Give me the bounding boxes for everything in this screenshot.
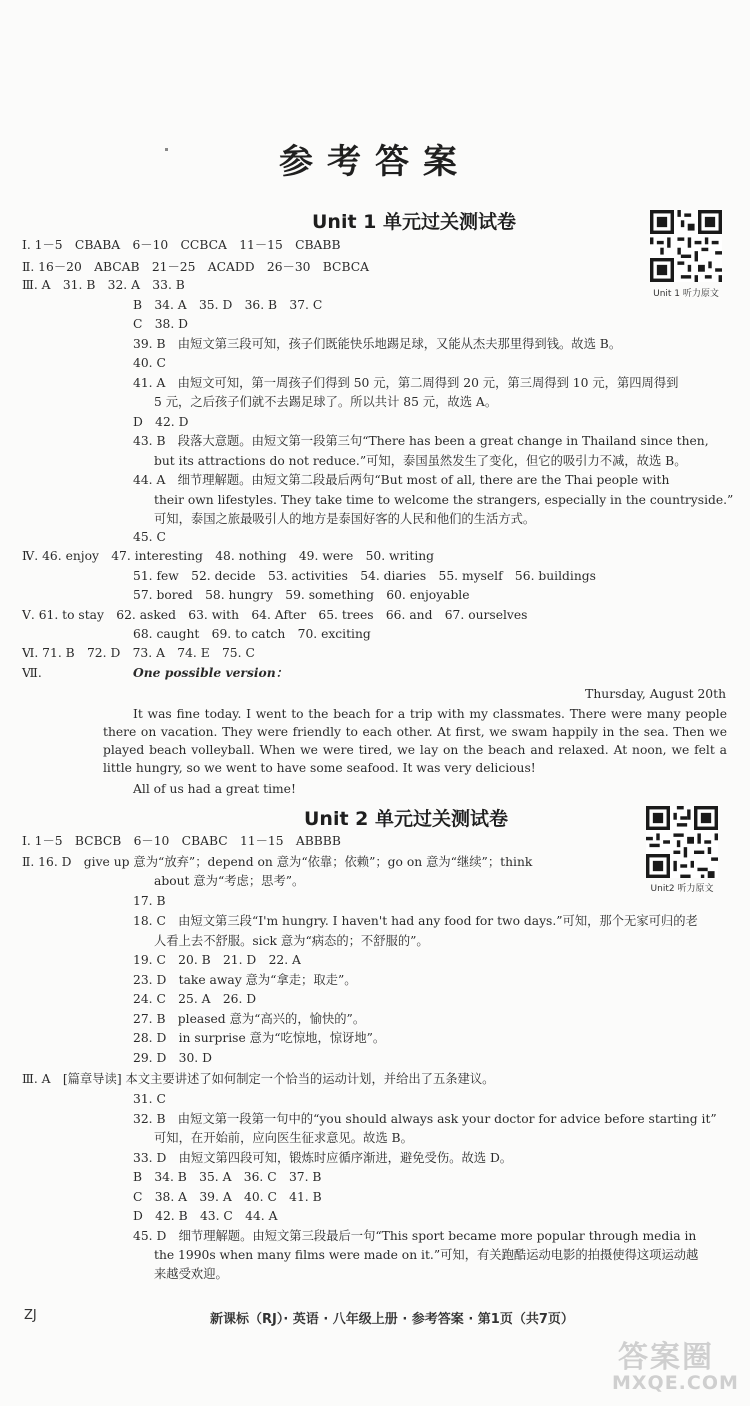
u1-line: 68. caught 69. to catch 70. exciting bbox=[133, 627, 371, 641]
u2-line: the 1990s when many films were made on it.”可知，有关跑酷运动电影的拍摄使得这项运动越 bbox=[154, 1248, 699, 1262]
u2-line: 18. C 由短文第三段“I'm hungry. I haven't had any food for two days.”可知，那个无家可归的老 bbox=[133, 914, 698, 928]
unit2-qr-icon bbox=[646, 806, 718, 878]
u2-line: B 34. B 35. A 36. C 37. B bbox=[133, 1170, 322, 1184]
u1-line: Ⅵ. 71. B 72. D 73. A 74. E 75. C bbox=[22, 646, 255, 660]
unit2-qr-caption: Unit2 听力原文 bbox=[650, 884, 714, 894]
section7-roman: Ⅶ. bbox=[22, 666, 42, 680]
u2-line: 45. D 细节理解题。由短文第三段最后一句“This sport became more popular through media in bbox=[133, 1229, 697, 1243]
u1-line: 45. C bbox=[133, 530, 166, 544]
u2-line: Ⅲ. A [篇章导读] 本文主要讲述了如何制定一个恰当的运动计划，并给出了五条建议。 bbox=[22, 1072, 495, 1086]
u2-line: Ⅱ. 16. D give up 意为“放弃”；depend on 意为“依靠；依赖”；go on 意为“继续”；think bbox=[22, 855, 533, 869]
u1-line: 可知，泰国之旅最吸引人的地方是泰国好客的人民和他们的生活方式。 bbox=[154, 512, 536, 526]
u2-line: Ⅰ. 1－5 BCBCB 6－10 CBABC 11－15 ABBBB bbox=[22, 834, 341, 848]
unit1-qr-code[interactable] bbox=[650, 210, 722, 282]
u2-line: 27. B pleased 意为“高兴的，愉快的”。 bbox=[133, 1012, 366, 1026]
u2-line: 可知，在开始前，应向医生征求意见。故选 B。 bbox=[154, 1131, 413, 1145]
u1-line: Ⅳ. 46. enjoy 47. interesting 48. nothing 49. were 50. writing bbox=[22, 549, 435, 563]
u2-line: 24. C 25. A 26. D bbox=[133, 992, 257, 1006]
unit1-qr-icon bbox=[650, 210, 722, 282]
u2-line: about 意为“考虑；思考”。 bbox=[154, 874, 305, 888]
essay-body: It was fine today. I went to the beach for a trip with my classmates. There were many people there on vacation. They were friendly to each other. At first, we swam happily in the sea. Then we played beach volleyball. When we were tired, we lay on the beach and relaxed. At noon, we felt a little hungry, so we went to have some seafood. It was very delicious! bbox=[103, 707, 727, 775]
u1-line: C 38. D bbox=[133, 317, 189, 331]
u1-line: 57. bored 58. hungry 59. something 60. enjoyable bbox=[133, 588, 470, 602]
u2-line: C 38. A 39. A 40. C 41. B bbox=[133, 1190, 322, 1204]
section7-label: One possible version： bbox=[133, 665, 288, 680]
u2-line: 33. D 由短文第四段可知，锻炼时应循序渐进，避免受伤。故选 D。 bbox=[133, 1151, 513, 1165]
u1-line: 41. A 由短文可知，第一周孩子们得到 50 元，第二周得到 20 元，第三周得到 10 元，第四周得到 bbox=[133, 376, 679, 390]
u1-line: 44. A 细节理解题。由短文第二段最后两句“But most of all, there are the Thai people with bbox=[133, 473, 670, 487]
speck-mark bbox=[165, 148, 168, 151]
u1-line: 5 元，之后孩子们就不去踢足球了。所以共计 85 元，故选 A。 bbox=[154, 395, 498, 409]
essay-end: All of us had a great time! bbox=[133, 782, 296, 796]
u2-line: 31. C bbox=[133, 1092, 166, 1106]
u2-line: 来越受欢迎。 bbox=[154, 1267, 228, 1281]
u1-line: B 34. A 35. D 36. B 37. C bbox=[133, 298, 323, 312]
watermark-url: MXQE.COM bbox=[612, 1372, 739, 1394]
watermark-logo: 答案圈 bbox=[618, 1340, 714, 1375]
u2-line: 19. C 20. B 21. D 22. A bbox=[133, 953, 301, 967]
unit1-heading: Unit 1 单元过关测试卷 bbox=[312, 211, 516, 233]
u1-line: Ⅱ. 16－20 ABCAB 21－25 ACADD 26－30 BCBCA bbox=[22, 260, 370, 274]
u2-line: D 42. B 43. C 44. A bbox=[133, 1209, 278, 1223]
u1-line: their own lifestyles. They take time to welcome the strangers, especially in the countryside.” bbox=[154, 493, 734, 507]
u2-line: 17. B bbox=[133, 894, 166, 908]
footer-left-code: ZJ bbox=[24, 1308, 37, 1323]
u1-line: but its attractions do not reduce.”可知，泰国虽然发生了变化，但它的吸引力不减，故选 B。 bbox=[154, 454, 687, 468]
footer-page-info: 新课标（RJ）· 英语 · 八年级上册 · 参考答案 · 第1页（共7页） bbox=[210, 1312, 574, 1327]
u1-line: Ⅲ. A 31. B 32. A 33. B bbox=[22, 278, 185, 292]
page-title: 参考答案 bbox=[279, 142, 471, 182]
u1-line: D 42. D bbox=[133, 415, 189, 429]
u2-line: 28. D in surprise 意为“吃惊地，惊讶地”。 bbox=[133, 1031, 386, 1045]
unit2-heading: Unit 2 单元过关测试卷 bbox=[304, 808, 508, 830]
u1-line: Ⅰ. 1－5 CBABA 6－10 CCBCA 11－15 CBABB bbox=[22, 238, 341, 252]
unit1-qr-caption: Unit 1 听力原文 bbox=[653, 289, 719, 299]
u2-line: 29. D 30. D bbox=[133, 1051, 212, 1065]
u1-line: 51. few 52. decide 53. activities 54. diaries 55. myself 56. buildings bbox=[133, 569, 596, 583]
u1-line: Ⅴ. 61. to stay 62. asked 63. with 64. After 65. trees 66. and 67. ourselves bbox=[22, 608, 528, 622]
u2-line: 23. D take away 意为“拿走；取走”。 bbox=[133, 973, 357, 987]
u1-line: 40. C bbox=[133, 356, 166, 370]
u2-line: 人看上去不舒服。sick 意为“病态的；不舒服的”。 bbox=[154, 934, 429, 948]
u2-line: 32. B 由短文第一段第一句中的“you should always ask your doctor for advice before starting it” bbox=[133, 1112, 717, 1126]
u1-line: 43. B 段落大意题。由短文第一段第三句“There has been a great change in Thailand since then, bbox=[133, 434, 709, 448]
essay-date: Thursday, August 20th bbox=[585, 687, 726, 701]
u1-line: 39. B 由短文第三段可知，孩子们既能快乐地踢足球，又能从杰夫那里得到钱。故选 B。 bbox=[133, 337, 622, 351]
unit2-qr-code[interactable] bbox=[646, 806, 718, 878]
